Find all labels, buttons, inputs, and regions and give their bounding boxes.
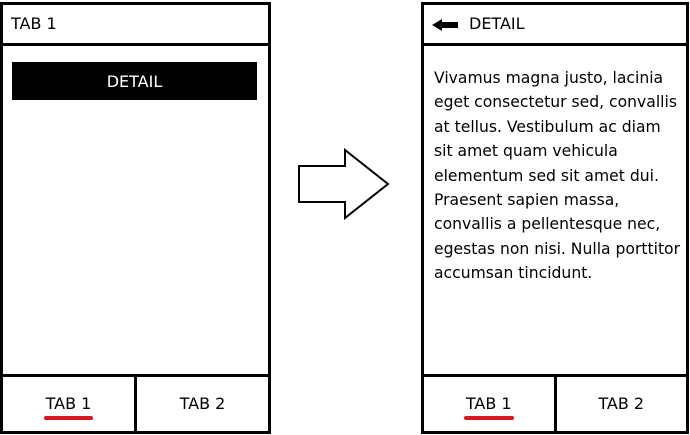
tab-label: TAB 2: [179, 394, 226, 413]
phone-screen-tab1: [0, 2, 271, 434]
phone-screen-detail: [421, 2, 689, 434]
back-arrow-icon[interactable]: [432, 19, 458, 31]
header-bar: [3, 5, 268, 46]
detail-body-text: Vivamus magna justo, lacinia eget consectetur sed, convallis at tellus. Vestibulum ac diam sit amet quam vehicula elementum sed sit amet dui. Praesent sapien massa, convallis a pellentesque nec, egestas non nisi. Nulla porttitor accumsan tincidunt.: [434, 69, 681, 283]
tab-2[interactable]: [134, 377, 268, 431]
active-tab-indicator: [464, 416, 514, 420]
tab-label: TAB 1: [466, 394, 512, 431]
header-title: TAB 1: [11, 14, 57, 33]
bottom-tab-bar: [3, 374, 268, 431]
tab-label: TAB 2: [598, 394, 645, 413]
detail-button-label: DETAIL: [106, 71, 163, 91]
header-bar: [424, 5, 686, 46]
active-tab-indicator: [44, 416, 94, 420]
tab-label: TAB 1: [46, 394, 92, 431]
tab-2[interactable]: [554, 377, 687, 431]
tab-1[interactable]: [424, 377, 554, 431]
detail-button[interactable]: [12, 62, 257, 100]
right-arrow-icon: [296, 148, 392, 220]
tab-1[interactable]: [3, 377, 134, 431]
bottom-tab-bar: [424, 374, 686, 431]
header-title: DETAIL: [469, 14, 525, 33]
